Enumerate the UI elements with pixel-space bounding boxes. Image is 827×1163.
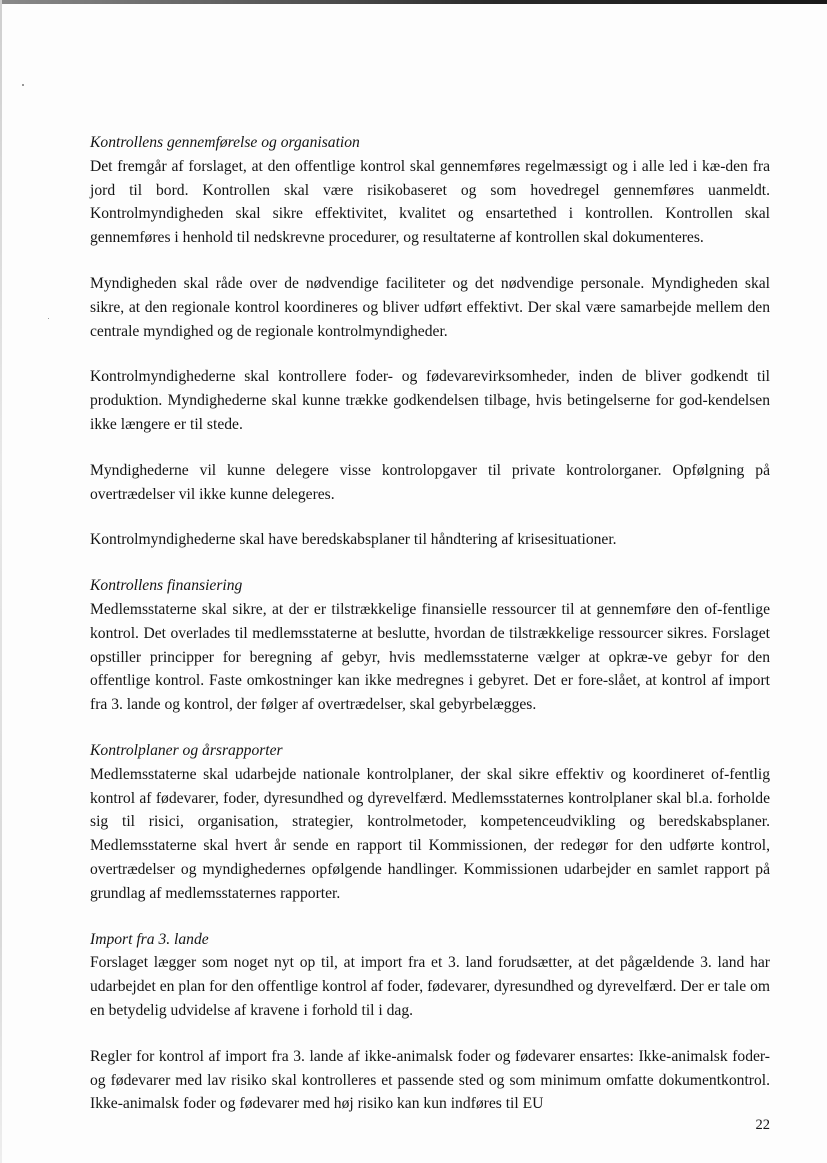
paragraph: Medlemsstaterne skal sikre, at der er tilstrækkelige finansielle ressourcer til at gennemføre den of-fentlige kontrol. Det overlades til medlemsstaterne at beslutte, hvordan de tilstrækkelige ressourcer sikres. Forslaget opstiller principper for beregning af gebyr, hvis medlemsstaterne vælger at opkræ-ve gebyr for den offentlige kontrol. Faste omkostninger kan ikke medregnes i gebyret. Det er fore-slået, at kontrol af import fra 3. lande og kontrol, der følger af overtrædelser, skal gebyrbelægges. bbox=[90, 600, 770, 714]
paragraph: Kontrolmyndighederne skal kontrollere foder- og fødevarevirksomheder, inden de bliver godkendt til produktion. Myndighederne skal kunne trække godkendelsen tilbage, hvis betingelserne for god-kendelsen ikke længere er til stede. bbox=[90, 368, 770, 433]
scan-speck bbox=[22, 84, 24, 86]
section-heading: Kontrolplaner og årsrapporter bbox=[90, 741, 283, 759]
paragraph: Kontrolmyndighederne skal have beredskabsplaner til håndtering af krisesituationer. bbox=[90, 531, 617, 549]
document-body bbox=[90, 131, 770, 1116]
paragraph: Forslaget lægger som noget nyt op til, at import fra et 3. land forudsætter, at det pågældende 3. land har udarbejdet en plan for den offentlige kontrol af foder, fødevarer, dyresundhed og dyrevelfærd. Der er tale om en betydelig udvidelse af kravene i forhold til i dag. bbox=[90, 954, 770, 1019]
scan-left-edge bbox=[0, 0, 2, 1163]
paragraph: Regler for kontrol af import fra 3. lande af ikke-animalsk foder og fødevarer ensartes: Ikke-animalsk foder- og fødevarer med lav risiko skal kontrolleres et passende sted og som minimum omfatte dokumentkontrol. Ikke-animalsk foder og fødevarer med høj risiko kan kun indføres til EU bbox=[90, 1047, 770, 1113]
section-kontrollens-gennemfoerelse bbox=[90, 131, 770, 552]
page-number: 22 bbox=[755, 1117, 770, 1133]
scan-speck bbox=[48, 318, 49, 319]
section-kontrolplaner-og-aarsrapporter bbox=[90, 739, 770, 906]
section-heading: Kontrollens finansiering bbox=[90, 577, 243, 595]
scan-top-edge bbox=[0, 0, 827, 4]
section-heading: Kontrollens gennemførelse og organisation bbox=[90, 134, 360, 151]
section-import-fra-3-lande bbox=[90, 928, 770, 1117]
section-heading: Import fra 3. lande bbox=[90, 930, 209, 948]
paragraph: Det fremgår af forslaget, at den offentlige kontrol skal gennemføres regelmæssigt og i alle led i kæ-den fra jord til bord. Kontrollen skal være risikobaseret og som hovedregel gennemføres uanmeldt. Kontrolmyndigheden skal sikre effektivitet, kvalitet og ensartethed i kontrollen. Kontrollen skal gennemføres i henhold til nedskrevne procedurer, og resultaterne af kontrollen skal dokumenteres. bbox=[90, 157, 770, 247]
paragraph: Myndighederne vil kunne delegere visse kontrolopgaver til private kontrolorganer. Opfølgning på overtrædelser vil ikke kunne delegeres. bbox=[90, 461, 770, 503]
section-kontrollens-finansiering bbox=[90, 574, 770, 717]
paragraph: Myndigheden skal råde over de nødvendige faciliteter og det nødvendige personale. Myndigheden skal sikre, at den regionale kontrol koordineres og bliver udført effektivt. Der skal være samarbejde mellem den centrale myndighed og de regionale kontrolmyndigheder. bbox=[90, 274, 770, 340]
paragraph: Medlemsstaterne skal udarbejde nationale kontrolplaner, der skal sikre effektiv og koordineret of-fentlig kontrol af fødevarer, foder, dyresundhed og dyrevelfærd. Medlemsstaternes kontrolplaner skal bl.a. forholde sig til risici, organisation, strategier, kontrolmetoder, kompetenceudvikling og beredskabsplaner. Medlemsstaterne skal hvert år sende en rapport til Kommissionen, der redegør for den udførte kontrol, overtrædelser og myndighedernes opfølgende handlinger. Kommissionen udarbejder en samlet rapport på grundlag af medlemsstaternes rapporter. bbox=[90, 765, 770, 902]
